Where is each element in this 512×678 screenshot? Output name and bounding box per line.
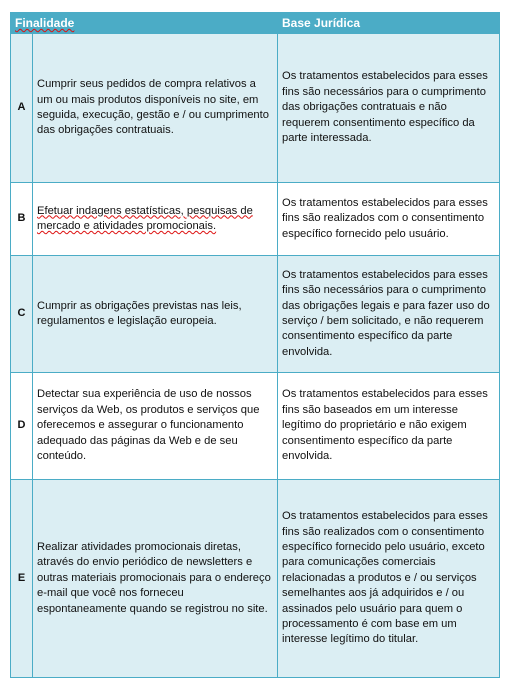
table-header-row: [11, 13, 500, 34]
row-legal-basis: Os tratamentos estabelecidos para esses fins são baseados em um interesse legítimo do proprietário e não exigem consentimento específico da parte envolvida.: [278, 373, 500, 480]
table-row: [11, 480, 500, 678]
row-legal-basis: Os tratamentos estabelecidos para esses fins são necessários para o cumprimento das obrigações legais e para fazer uso do serviço / bem solicitado, e não requerem consentimento específico da parte envolvida.: [278, 256, 500, 373]
header-legal-basis: Base Jurídica: [278, 13, 500, 34]
row-purpose: Efetuar indagens estatísticas, pesquisas de mercado e atividades promocionais.: [33, 183, 278, 256]
table-row: [11, 183, 500, 256]
row-legal-basis: Os tratamentos estabelecidos para esses fins são realizados com o consentimento específico fornecido pelo usuário, exceto para comunicações comerciais relacionadas a produtos e / ou serviços semelhantes aos já adquiridos e / ou assinados pelo usuário para quem o processamento é com base em um interesse legítimo do titular.: [278, 480, 500, 678]
table-row: [11, 256, 500, 373]
purpose-legal-basis-table: [10, 12, 500, 678]
row-purpose: Cumprir as obrigações previstas nas leis, regulamentos e legislação europeia.: [33, 256, 278, 373]
row-letter: D: [11, 373, 33, 480]
table-row: [11, 373, 500, 480]
row-legal-basis: Os tratamentos estabelecidos para esses fins são realizados com o consentimento específico fornecido pelo usuário.: [278, 183, 500, 256]
row-legal-basis: Os tratamentos estabelecidos para esses fins são necessários para o cumprimento das obrigações contratuais e não requerem consentimento específico da parte interessada.: [278, 34, 500, 183]
table-row: [11, 34, 500, 183]
row-letter: C: [11, 256, 33, 373]
row-letter: E: [11, 480, 33, 678]
row-letter: B: [11, 183, 33, 256]
row-purpose: Detectar sua experiência de uso de nossos serviços da Web, os produtos e serviços que oferecemos e assegurar o funcionamento adequado das páginas da Web e de seu conteúdo.: [33, 373, 278, 480]
row-letter: A: [11, 34, 33, 183]
row-purpose: Realizar atividades promocionais diretas, através do envio periódico de newsletters e outras materiais promocionais para o endereço e-mail que você nos forneceu espontaneamente quando se registrou no site.: [33, 480, 278, 678]
row-purpose: Cumprir seus pedidos de compra relativos a um ou mais produtos disponíveis no site, em seguida, execução, gestão e / ou cumprimento das obrigações contratuais.: [33, 34, 278, 183]
header-purpose: Finalidade: [11, 13, 278, 34]
